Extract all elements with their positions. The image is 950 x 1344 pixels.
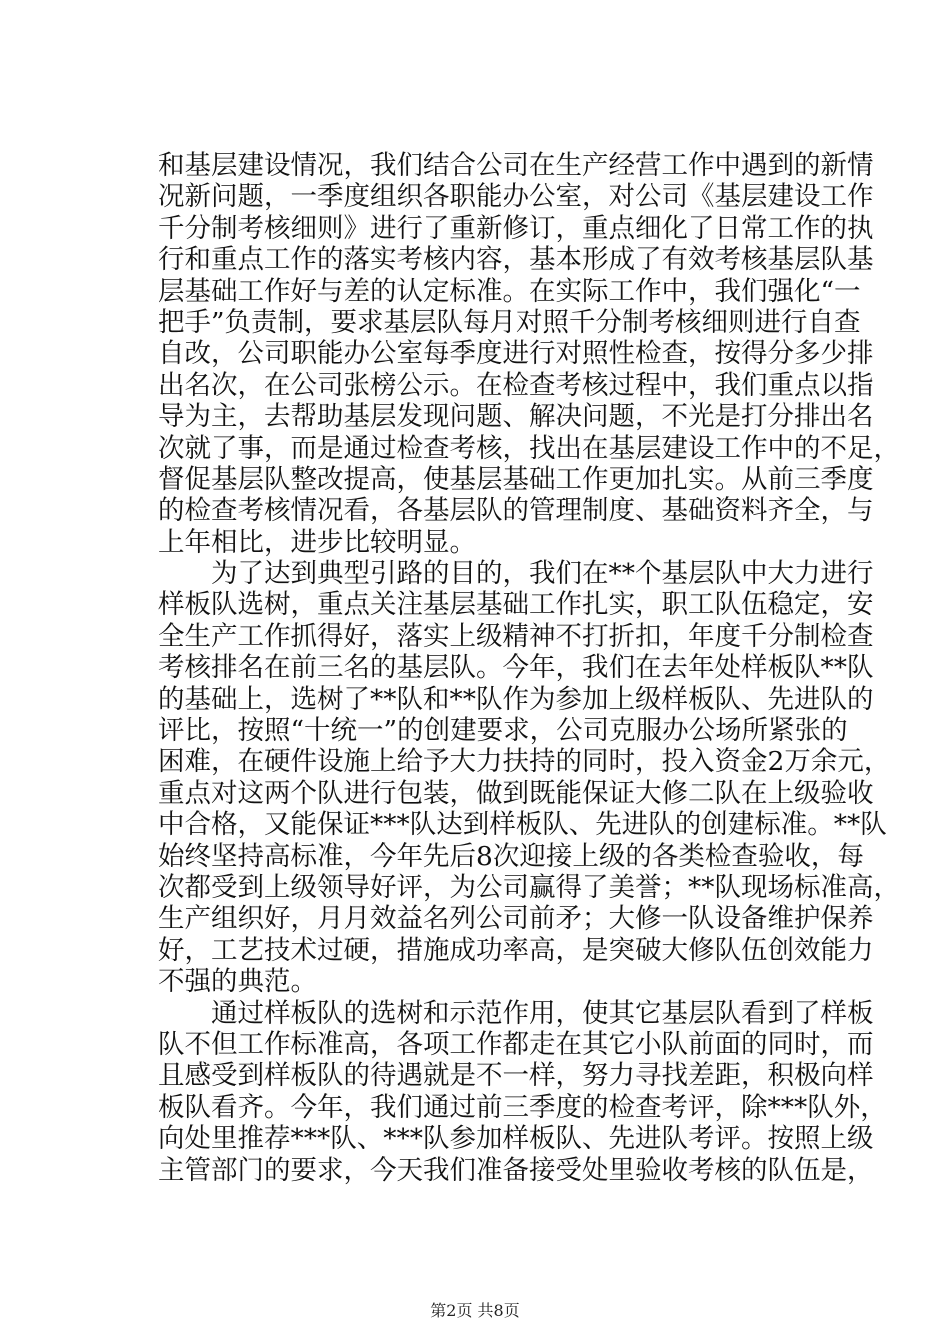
text-line: 通过样板队的选树和示范作用，使其它基层队看到了样板	[211, 997, 874, 1029]
text-line: 全生产工作抓得好，落实上级精神不打折扣，年度千分制检查	[158, 620, 874, 652]
text-line: 和基层建设情况，我们结合公司在生产经营工作中遇到的新情	[158, 150, 874, 181]
text-line: 督促基层队整改提高，使基层基础工作更加扎实。从前三季度	[158, 463, 874, 495]
text-line: 次就了事，而是通过检查考核，找出在基层建设工作中的不足，	[158, 432, 900, 464]
text-line: 导为主，去帮助基层发现问题、解决问题，不光是打分排出名	[158, 401, 874, 433]
text-line: 好，工艺技术过硬，措施成功率高，是突破大修队伍创效能力	[158, 934, 874, 966]
text-line: 不强的典范。	[158, 966, 317, 998]
text-line: 把手”负责制，要求基层队每月对照千分制考核细则进行自查	[158, 306, 861, 338]
text-line: 况新问题，一季度组织各职能办公室，对公司《基层建设工作	[158, 181, 874, 213]
text-line: 中合格，又能保证***队达到样板队、先进队的创建标准。**队	[158, 809, 887, 841]
text-line: 且感受到样板队的待遇就是不一样，努力寻找差距，积极向样	[158, 1060, 874, 1092]
text-line: 队不但工作标准高，各项工作都走在其它小队前面的同时，而	[158, 1028, 874, 1060]
text-line: 主管部门的要求，今天我们准备接受处里验收考核的队伍是，	[158, 1154, 874, 1186]
text-line: 自改，公司职能办公室每季度进行对照性检查，按得分多少排	[158, 338, 874, 370]
text-line: 重点对这两个队进行包装，做到既能保证大修二队在上级验收	[158, 777, 874, 809]
text-line: 千分制考核细则》进行了重新修订，重点细化了日常工作的执	[158, 212, 874, 244]
text-line: 行和重点工作的落实考核内容，基本形成了有效考核基层队基	[158, 244, 874, 276]
text-line: 板队看齐。今年，我们通过前三季度的检查考评，除***队外，	[158, 1091, 887, 1123]
text-line: 困难，在硬件设施上给予大力扶持的同时，投入资金2万余元，	[158, 746, 891, 778]
text-line: 出名次，在公司张榜公示。在检查考核过程中，我们重点以指	[158, 369, 874, 401]
text-line: 样板队选树，重点关注基层基础工作扎实，职工队伍稳定，安	[158, 589, 874, 621]
text-line: 始终坚持高标准，今年先后8次迎接上级的各类检查验收，每	[158, 840, 864, 872]
text-line: 向处里推荐***队、***队参加样板队、先进队考评。按照上级	[158, 1123, 874, 1155]
body-text	[158, 150, 900, 1186]
text-line: 考核排名在前三名的基层队。今年，我们在去年处样板队**队	[158, 652, 874, 684]
text-line: 为了达到典型引路的目的，我们在**个基层队中大力进行	[211, 558, 874, 590]
text-line: 的检查考核情况看，各基层队的管理制度、基础资料齐全，与	[158, 495, 874, 527]
text-line: 的基础上，选树了**队和**队作为参加上级样板队、先进队的	[158, 683, 874, 715]
page-footer: 第2页 共8页	[430, 1301, 520, 1320]
text-line: 层基础工作好与差的认定标准。在实际工作中，我们强化“一	[158, 275, 861, 307]
text-line: 次都受到上级领导好评，为公司赢得了美誉；**队现场标准高，	[158, 871, 900, 903]
text-line: 评比，按照“十统一”的创建要求，公司克服办公场所紧张的	[158, 715, 848, 747]
text-line: 生产组织好，月月效益名列公司前矛；大修一队设备维护保养	[158, 903, 874, 935]
text-line: 上年相比，进步比较明显。	[158, 526, 476, 558]
